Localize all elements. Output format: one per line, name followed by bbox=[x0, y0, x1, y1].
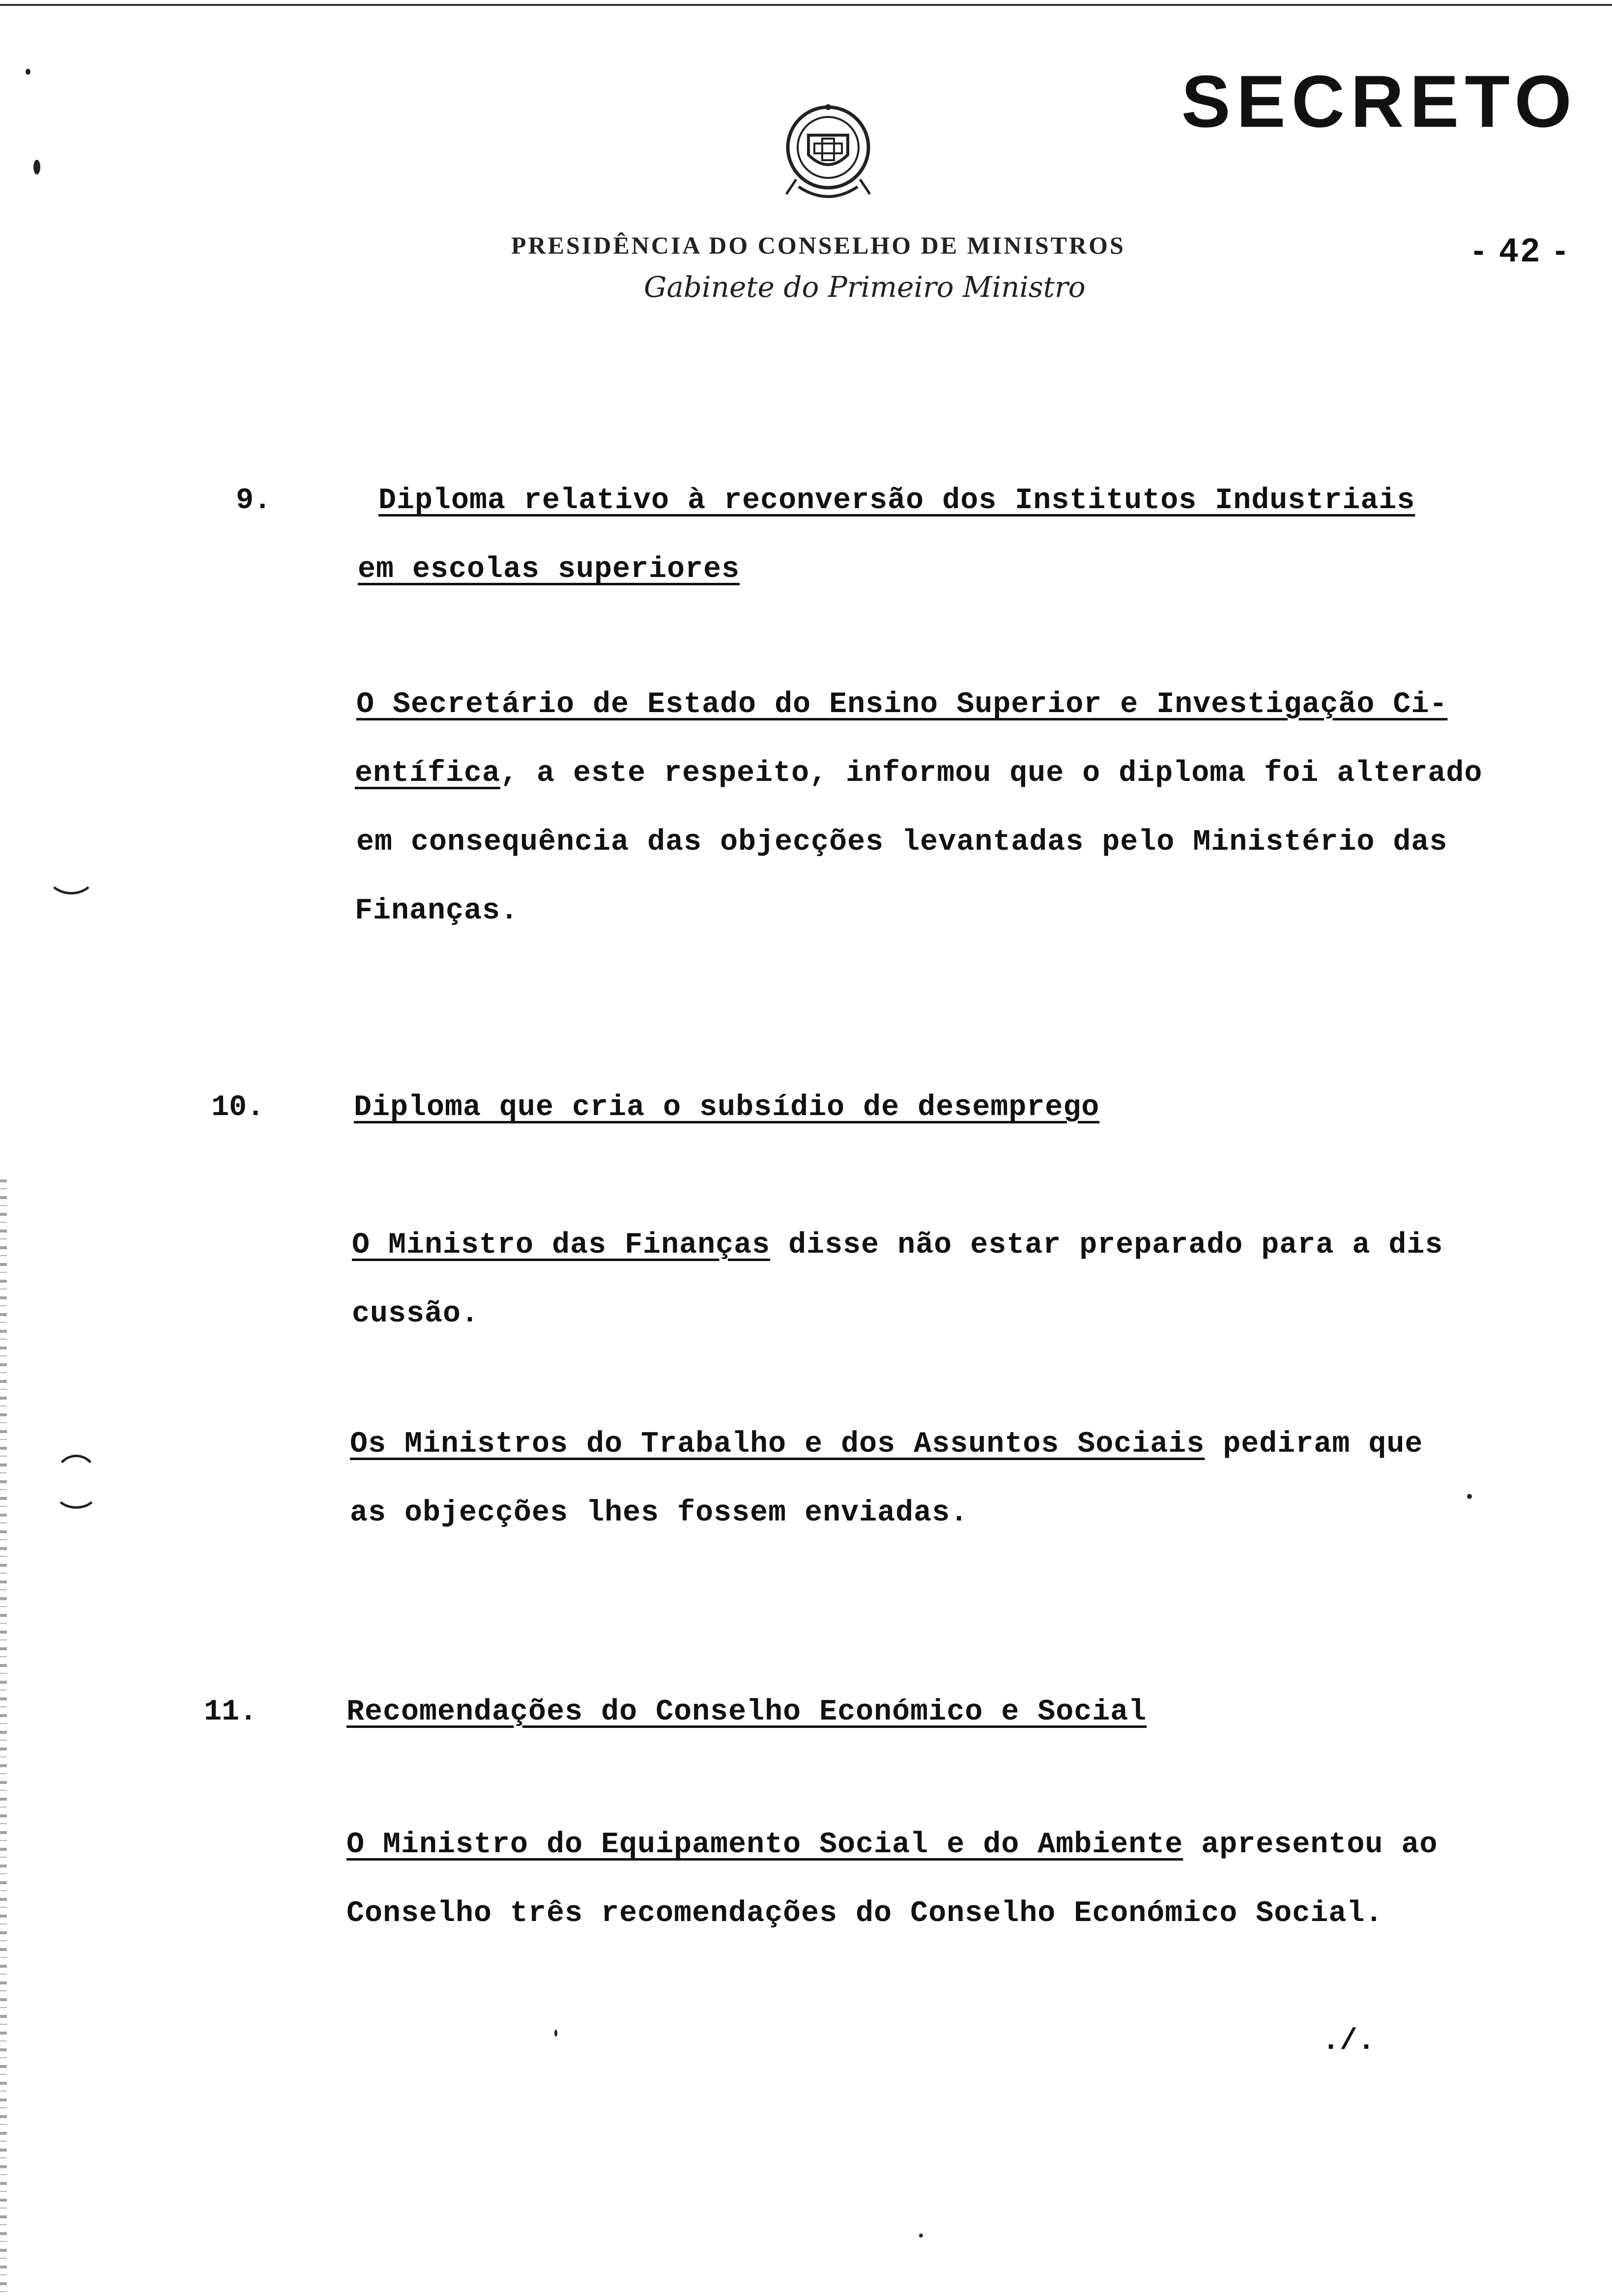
organization-header: PRESIDÊNCIA DO CONSELHO DE MINISTROS bbox=[511, 231, 1125, 259]
speaker: O Ministro das Finanças bbox=[352, 1229, 771, 1262]
scan-speck bbox=[554, 2030, 557, 2037]
paragraph-line bbox=[355, 757, 1482, 790]
paragraph-line: Finanças. bbox=[355, 894, 519, 928]
scan-speck bbox=[919, 2234, 923, 2238]
item-title: Diploma que cria o subsídio de desemprego bbox=[354, 1091, 1100, 1124]
item-number: 11. bbox=[204, 1695, 258, 1729]
item-title: em escolas superiores bbox=[358, 553, 740, 586]
paragraph-line: Conselho três recomendações do Conselho Económico Social. bbox=[346, 1897, 1383, 1930]
classification-stamp: SECRETO bbox=[1181, 60, 1578, 143]
scan-edge-artifact bbox=[0, 1179, 7, 2295]
continuation-mark: ./. bbox=[1322, 2025, 1376, 2058]
paragraph-text: disse não estar preparado para a dis bbox=[770, 1229, 1443, 1262]
item-number: 10. bbox=[211, 1091, 265, 1124]
speaker: entífica bbox=[355, 757, 501, 790]
hole-punch-mark bbox=[47, 855, 96, 894]
scan-speck bbox=[33, 160, 40, 174]
paragraph-line bbox=[352, 1229, 1443, 1262]
portuguese-coat-of-arms-icon bbox=[769, 93, 887, 211]
page-number: - 42 - bbox=[1473, 231, 1569, 269]
paragraph-line: em consequência das objecções levantadas pelo Ministério das bbox=[356, 826, 1448, 859]
paragraph-line: cussão. bbox=[352, 1297, 480, 1331]
paragraph-text: , a este respeito, informou que o diploma foi alterado bbox=[500, 757, 1483, 790]
speaker: O Ministro do Equipamento Social e do Ambiente bbox=[346, 1828, 1183, 1862]
paragraph-text: apresentou ao bbox=[1183, 1828, 1438, 1862]
item-number: 9. bbox=[236, 484, 272, 517]
scan-speck bbox=[1467, 1494, 1472, 1499]
paragraph-line: as objecções lhes fossem enviadas. bbox=[350, 1496, 969, 1530]
item-title: Diploma relativo à reconversão dos Institutos Industriais bbox=[378, 484, 1415, 517]
item-title: Recomendações do Conselho Económico e Social bbox=[346, 1695, 1147, 1729]
scan-speck bbox=[26, 69, 30, 75]
speaker: O Secretário de Estado do Ensino Superior e Investigação Ci- bbox=[356, 688, 1448, 721]
paragraph-text: pediram que bbox=[1205, 1428, 1423, 1461]
paragraph-line bbox=[350, 1428, 1423, 1461]
speaker: Os Ministros do Trabalho e dos Assuntos Sociais bbox=[350, 1428, 1205, 1461]
office-handwritten-header: Gabinete do Primeiro Ministro bbox=[644, 270, 1086, 304]
paragraph-line bbox=[346, 1828, 1438, 1862]
page-top-border bbox=[0, 4, 1612, 6]
hole-punch-mark bbox=[54, 1474, 98, 1509]
